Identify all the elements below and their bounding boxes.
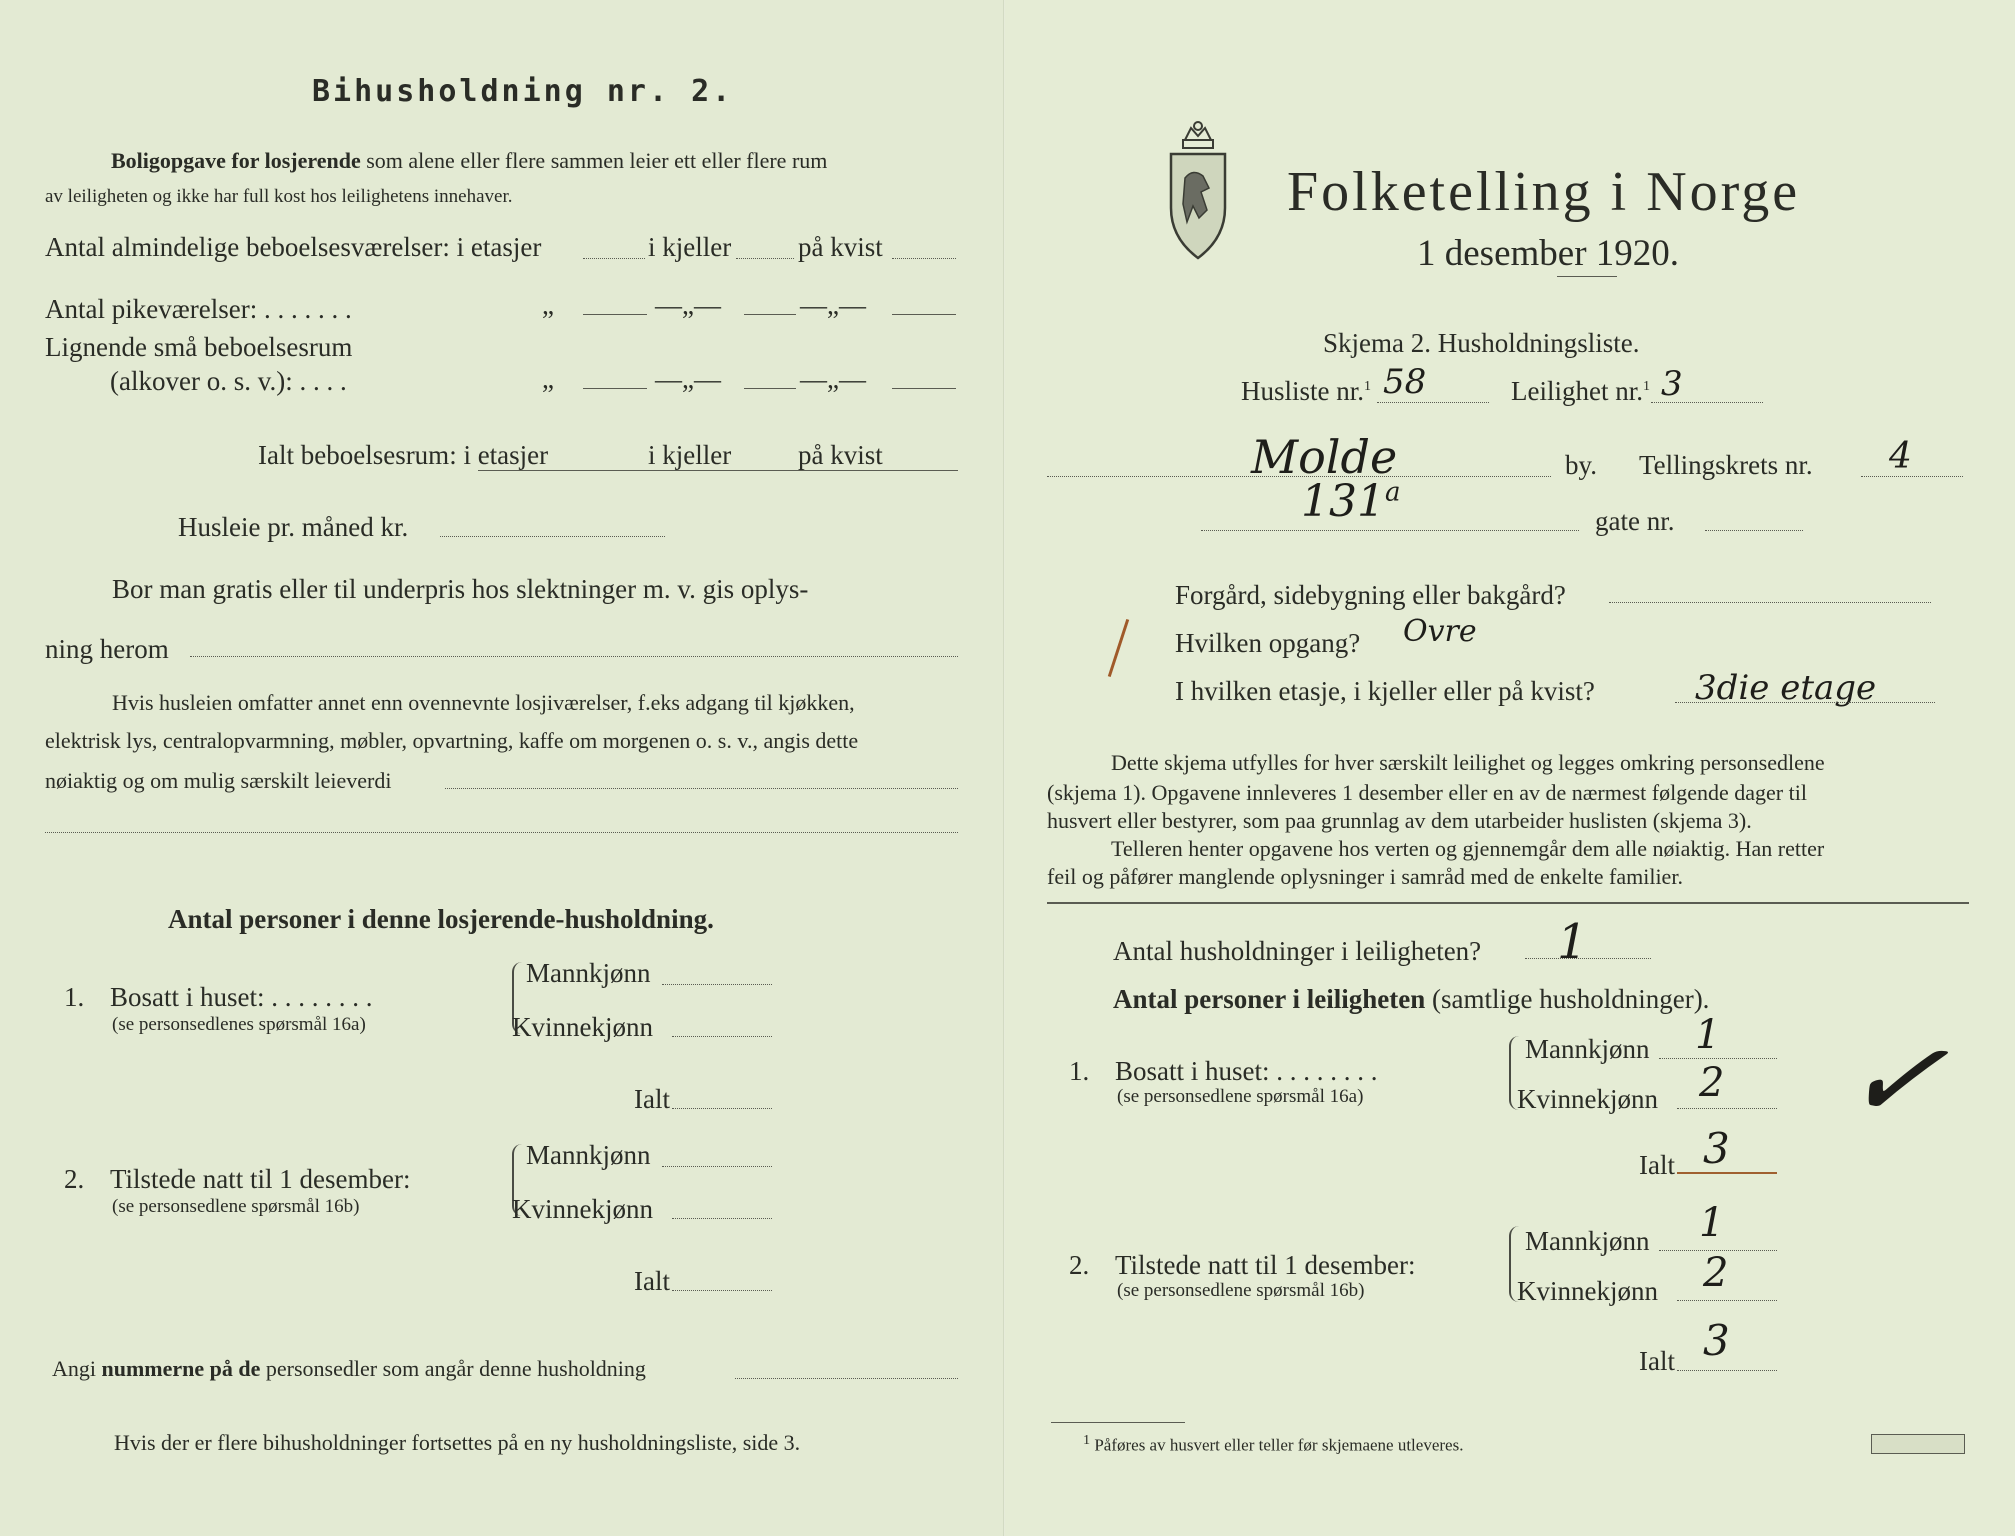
left-page (0, 0, 1005, 1536)
antal-almindelige-label: Antal almindelige beboelsesværelser: i etasjer (45, 232, 542, 262)
intro-rest: som alene eller flere sammen leier ett eller flere rum (366, 148, 828, 173)
lign-kjeller-field[interactable] (744, 388, 796, 389)
section-divider (1047, 902, 1969, 904)
pikevaerelser-label: Antal pikeværelser: . . . . . . . (45, 294, 352, 324)
instruction-line-4: Telleren henter opgavene hos verten og gjennemgår dem alle nøiaktig. Han retter (1111, 836, 1825, 861)
antal-husholdninger-field (1525, 958, 1651, 959)
q2-ialt-field[interactable] (672, 1290, 772, 1291)
angi-rest: personsedler som angår denne husholdning (265, 1356, 646, 1381)
left-footer: Hvis der er flere bihusholdninger fortsettes på en ny husholdningsliste, side 3. (114, 1430, 801, 1455)
mannkjonn-label: Mannkjønn (1525, 1226, 1650, 1256)
lign-kvist-field[interactable] (892, 388, 956, 389)
q2-kvinne-value[interactable]: 2 (1703, 1250, 1729, 1296)
city-value[interactable]: Molde (1251, 430, 1398, 484)
q1-kvinne-value[interactable]: 2 (1699, 1060, 1725, 1106)
instruction-line-3: husvert eller bestyrer, som paa grunnlag av dem utarbeider huslisten (skjema 3). (1047, 808, 1752, 833)
husliste-field (1377, 402, 1489, 403)
opgang-label: Hvilken opgang? (1175, 628, 1361, 658)
q1-ialt-underline (1677, 1172, 1777, 1174)
leilighet-text: Leilighet nr. (1511, 376, 1643, 406)
intro-bold: Boligopgave for losjerende (111, 148, 361, 173)
kvist-label: på kvist (798, 440, 883, 470)
forgard-field[interactable] (1609, 602, 1931, 603)
ialt-beboelsesrum-label: Ialt beboelsesrum: i etasjer (258, 440, 549, 470)
q2-sub: (se personsedlene spørsmål 16b) (112, 1196, 360, 1217)
footnote-rule (1051, 1422, 1185, 1423)
gate-number: 131 (1301, 476, 1385, 527)
alkover-label: (alkover o. s. v.): . . . . (110, 366, 347, 396)
husliste-value[interactable]: 58 (1383, 362, 1427, 402)
kjeller-label: i kjeller (648, 232, 732, 262)
kvinnekjonn-label: Kvinnekjønn (1517, 1276, 1658, 1306)
q1-number: 1. (64, 982, 85, 1012)
angi-line (52, 1356, 646, 1382)
antal-personer-line (1113, 984, 1709, 1015)
q1-kvinne-field[interactable] (672, 1036, 772, 1037)
q2-mann-field[interactable] (662, 1166, 772, 1167)
q2-number: 2. (64, 1164, 85, 1194)
antal-personer-heading: Antal personer i denne losjerende-husholdning. (168, 904, 714, 934)
husleie-label: Husleie pr. måned kr. (178, 512, 409, 542)
right-page (1005, 0, 2015, 1536)
leilighet-value[interactable]: 3 (1661, 364, 1683, 404)
check-mark-icon: ✓ (1835, 1003, 1955, 1156)
q2-kvinne-field[interactable] (672, 1218, 772, 1219)
q2-sub: (se personsedlene spørsmål 16b) (1117, 1280, 1365, 1301)
q2-ialt-label: Ialt (634, 1266, 670, 1296)
gratis-line-2: ning herom (45, 634, 169, 664)
leilighet-footnote-ref: 1 (1642, 379, 1650, 394)
q1-ialt-value[interactable]: 3 (1703, 1124, 1730, 1173)
kvist-label: på kvist (798, 232, 883, 262)
kvinnekjonn-label: Kvinnekjønn (1517, 1084, 1658, 1114)
kvist-field[interactable] (892, 258, 956, 259)
q1-mann-value[interactable]: 1 (1695, 1012, 1721, 1058)
q1-mann-field[interactable] (662, 984, 772, 985)
q2-ialt-label: Ialt (1639, 1346, 1675, 1376)
intro-line-2: av leiligheten og ikke har full kost hos leilighetens innehaver. (45, 186, 513, 207)
instruction-line-1: Dette skjema utfylles for hver særskilt leilighet og legges omkring personsedlene (1111, 750, 1825, 775)
ditto-mark: „ (542, 364, 554, 394)
q2-ialt-value[interactable]: 3 (1703, 1316, 1730, 1365)
lignende-label: Lignende små beboelsesrum (45, 332, 353, 362)
form-date: 1 desember 1920. (1417, 233, 1680, 274)
instruction-line-5: feil og påfører manglende oplysninger i samråd med de enkelte familier. (1047, 864, 1683, 889)
q2-number: 2. (1069, 1250, 1090, 1280)
ditto-mark: „ (542, 290, 554, 320)
form-title: Folketelling i Norge (1287, 161, 1801, 223)
q1-sub: (se personsedlene spørsmål 16a) (1117, 1086, 1364, 1107)
antal-personer-rest: (samtlige husholdninger). (1431, 984, 1710, 1014)
leieverdi-field-2[interactable] (45, 832, 958, 833)
tellingskrets-value[interactable]: 4 (1889, 436, 1912, 477)
q1-mann-field (1659, 1058, 1777, 1059)
footnote (1083, 1432, 1463, 1456)
q1-ialt-label: Ialt (634, 1084, 670, 1114)
hvis-line-2: elektrisk lys, centralopvarmning, møbler, opvartning, kaffe om morgenen o. s. v., angis dette (45, 728, 859, 753)
ditto-mark: —„— (800, 364, 866, 394)
gate-suffix: a (1384, 477, 1401, 508)
mannkjonn-label: Mannkjønn (526, 1140, 651, 1170)
etasjer-field[interactable] (583, 258, 645, 259)
intro-line-1 (111, 148, 827, 174)
city-field (1047, 476, 1551, 477)
gate-nr-field (1705, 530, 1803, 531)
q2-label: Tilstede natt til 1 desember: (110, 1164, 411, 1194)
hvis-line-1: Hvis husleien omfatter annet enn ovennevnte losjiværelser, f.eks adgang til kjøkken, (112, 690, 855, 715)
etasje-field (1675, 702, 1935, 703)
hvis-line-3: nøiaktig og om mulig særskilt leieverdi (45, 768, 392, 793)
ditto-mark: —„— (655, 364, 721, 394)
q2-mann-value[interactable]: 1 (1699, 1200, 1725, 1246)
date-underline (1557, 276, 1617, 277)
gate-value[interactable] (1301, 476, 1401, 527)
leilighet-label (1511, 376, 1650, 407)
printer-stamp (1871, 1434, 1965, 1454)
mannkjonn-label: Mannkjønn (526, 958, 651, 988)
q2-ialt-field (1677, 1370, 1777, 1371)
red-pencil-mark (1108, 619, 1129, 677)
by-label: by. (1565, 450, 1597, 480)
q1-ialt-label: Ialt (1639, 1150, 1675, 1180)
skjema-label: Skjema 2. Husholdningsliste. (1323, 328, 1640, 358)
leieverdi-field[interactable] (445, 788, 958, 789)
kjeller-field[interactable] (736, 258, 794, 259)
etasje-value[interactable]: 3die etage (1695, 668, 1877, 708)
kvinnekjonn-label: Kvinnekjønn (512, 1012, 653, 1042)
antal-husholdninger-value[interactable]: 1 (1557, 914, 1588, 970)
gratis-line-1: Bor man gratis eller til underpris hos slektninger m. v. gis oplys- (112, 574, 809, 604)
q2-kvinne-field (1677, 1300, 1777, 1301)
footnote-text: Påføres av husvert eller teller før skjemaene utleveres. (1094, 1435, 1464, 1455)
gate-label: gate nr. (1595, 506, 1675, 536)
angi-bold: nummerne på de (101, 1356, 261, 1381)
forgard-label: Forgård, sidebygning eller bakgård? (1175, 580, 1566, 610)
husliste-text: Husliste nr. (1241, 376, 1365, 406)
gate-field (1201, 530, 1579, 531)
etasje-label: I hvilken etasje, i kjeller eller på kvist? (1175, 676, 1595, 706)
left-title: Bihusholdning nr. 2. (312, 74, 734, 109)
pike-kvist-field[interactable] (892, 314, 956, 315)
q1-sub: (se personsedlenes spørsmål 16a) (112, 1014, 366, 1035)
angi-field[interactable] (735, 1378, 958, 1379)
gratis-field[interactable] (190, 656, 958, 657)
q1-label: Bosatt i huset: . . . . . . . . (110, 982, 373, 1012)
q1-kvinne-field (1677, 1108, 1777, 1109)
mannkjonn-label: Mannkjønn (1525, 1034, 1650, 1064)
ditto-mark: —„— (655, 290, 721, 320)
lign-etasjer-field[interactable] (583, 388, 647, 389)
q2-label: Tilstede natt til 1 desember: (1115, 1250, 1416, 1280)
husliste-label (1241, 376, 1371, 407)
leilighet-field (1651, 402, 1763, 403)
pike-etasjer-field[interactable] (583, 314, 647, 315)
q1-ialt-field[interactable] (672, 1108, 772, 1109)
q1-number: 1. (1069, 1056, 1090, 1086)
antal-husholdninger-label: Antal husholdninger i leiligheten? (1113, 936, 1482, 966)
angi-pre: Angi (52, 1356, 96, 1381)
coat-of-arms-icon (1163, 118, 1233, 268)
antal-personer-bold: Antal personer i leiligheten (1113, 984, 1426, 1014)
tellingskrets-field (1861, 476, 1963, 477)
kjeller-label: i kjeller (648, 440, 732, 470)
husleie-field[interactable] (440, 536, 665, 537)
q1-label: Bosatt i huset: . . . . . . . . (1115, 1056, 1378, 1086)
opgang-value[interactable]: Ovre (1403, 614, 1477, 649)
kvinnekjonn-label: Kvinnekjønn (512, 1194, 653, 1224)
pike-kjeller-field[interactable] (744, 314, 796, 315)
husliste-footnote-ref: 1 (1364, 379, 1372, 394)
ditto-mark: —„— (800, 290, 866, 320)
instruction-line-2: (skjema 1). Opgavene innleveres 1 desember eller en av de nærmest følgende dager til (1047, 780, 1807, 805)
footnote-number: 1 (1083, 1432, 1091, 1448)
tellingskrets-label: Tellingskrets nr. (1639, 450, 1813, 480)
